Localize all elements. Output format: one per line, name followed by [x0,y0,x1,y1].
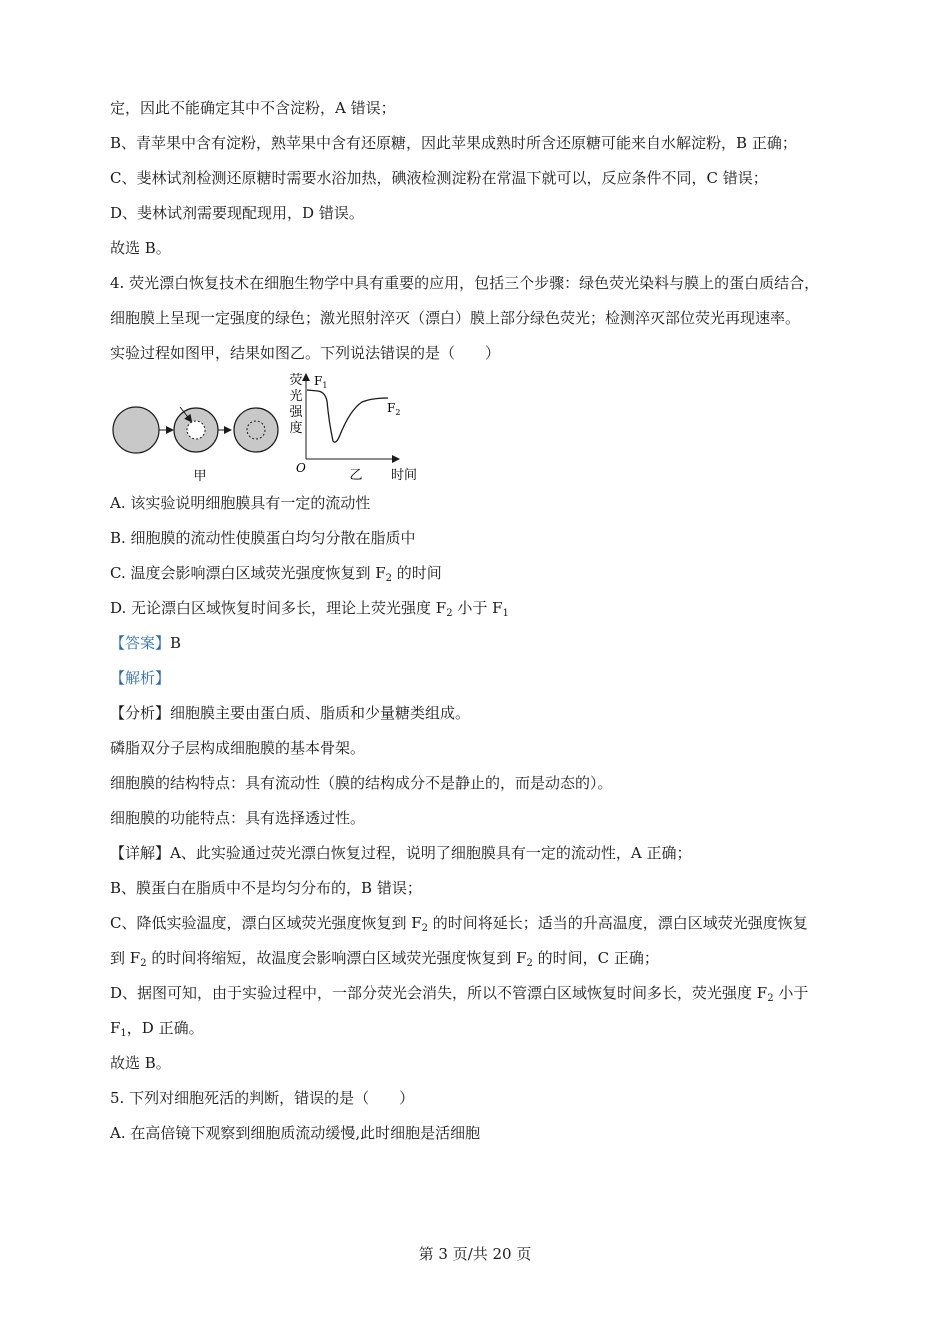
prev-answer-line-1: 定，因此不能确定其中不含淀粉，A 错误； [110,99,396,117]
question-4-line-3: 实验过程如图甲，结果如图乙。下列说法错误的是（ ） [110,344,501,362]
option-b: B. 细胞膜的流动性使膜蛋白均匀分散在脂质中 [110,529,416,547]
detail-line-d1: D、据图可知，由于实验过程中，一部分荧光会消失，所以不管漂白区域恢复时间多长，荧光强度 $F_2$ 小于 [110,984,809,1004]
y-axis-label-2: 光 [289,389,303,404]
option-c: C. 温度会影响漂白区域荧光强度恢复到 $F_2$ 的时间 [110,564,442,584]
figure-question-4 [100,365,440,490]
question-4-line-1: 4. 荧光漂白恢复技术在细胞生物学中具有重要的应用，包括三个步骤：绿色荧光染料与膜上的蛋白质结合， [110,274,820,292]
cell-before [113,407,159,453]
detail-line-d2: $F_1$，D 正确。 [110,1019,204,1039]
question-5-option-a: A. 在高倍镜下观察到细胞质流动缓慢,此时细胞是活细胞 [110,1124,481,1142]
detail-line-a: 【详解】A、此实验通过荧光漂白恢复过程，说明了细胞膜具有一定的流动性，A 正确； [110,844,692,862]
prev-answer-line-2: B、青苹果中含有淀粉，熟苹果中含有还原糖，因此苹果成熟时所含还原糖可能来自水解淀粉，B 正确； [110,134,797,152]
y-axis-label-3: 强 [289,405,303,420]
jia-label: 甲 [193,469,207,484]
fenxi-line-3: 细胞膜的结构特点：具有流动性（膜的结构成分不是静止的，而是动态的）。 [110,774,613,792]
option-a: A. 该实验说明细胞膜具有一定的流动性 [110,494,371,512]
cell-recovered [234,408,278,452]
x-axis-label: 时间 [390,468,418,483]
prev-choose-line: 故选 B。 [110,239,171,257]
question-5-stem: 5. 下列对细胞死活的判断，错误的是（ ） [110,1089,415,1107]
detail-line-b: B、膜蛋白在脂质中不是均匀分布的，B 错误； [110,879,422,897]
option-d: D. 无论漂白区域恢复时间多长，理论上荧光强度 $F_2$ 小于 $F_1$ [110,599,509,619]
detail-line-c2: 到 $F_2$ 的时间将缩短，故温度会影响漂白区域荧光强度恢复到 $F_2$ 的时间，C 正确； [110,949,659,969]
fenxi-line-2: 磷脂双分子层构成细胞膜的基本骨架。 [110,739,366,757]
answer-line: 【答案】B [110,634,182,652]
figure-jia [113,407,278,484]
analysis-tag: 【解析】 [110,669,171,687]
y-axis-label-4: 度 [289,421,303,436]
detail-choose: 故选 B。 [110,1054,171,1072]
svg-text:F1: $F_1$ [314,374,328,390]
prev-answer-line-3: C、斐林试剂检测还原糖时需要水浴加热，碘液检测淀粉在常温下就可以，反应条件不同，C 错误； [110,169,768,187]
page-footer: 第 3 页/共 20 页 [418,1245,532,1263]
figure-yi [289,372,417,483]
origin-label: O [296,461,306,475]
y-axis-label-1: 荧 [289,373,303,388]
detail-line-c1: C、降低实验温度，漂白区域荧光强度恢复到 $F_2$ 的时间将延长；适当的升高温度，漂白区域荧光强度恢复 [110,914,808,934]
fenxi-line-1: 【分析】细胞膜主要由蛋白质、脂质和少量糖类组成。 [110,704,471,722]
yi-label: 乙 [349,468,363,483]
prev-answer-line-4: D、斐林试剂需要现配现用，D 错误。 [110,204,364,222]
fluorescence-curve [307,390,388,442]
svg-text:F2: $F_2$ [387,401,401,417]
fenxi-line-4: 细胞膜的功能特点：具有选择透过性。 [110,809,366,827]
question-4-line-2: 细胞膜上呈现一定强度的绿色；激光照射淬灭（漂白）膜上部分绿色荧光；检测淬灭部位荧光再现速率。 [110,309,801,327]
